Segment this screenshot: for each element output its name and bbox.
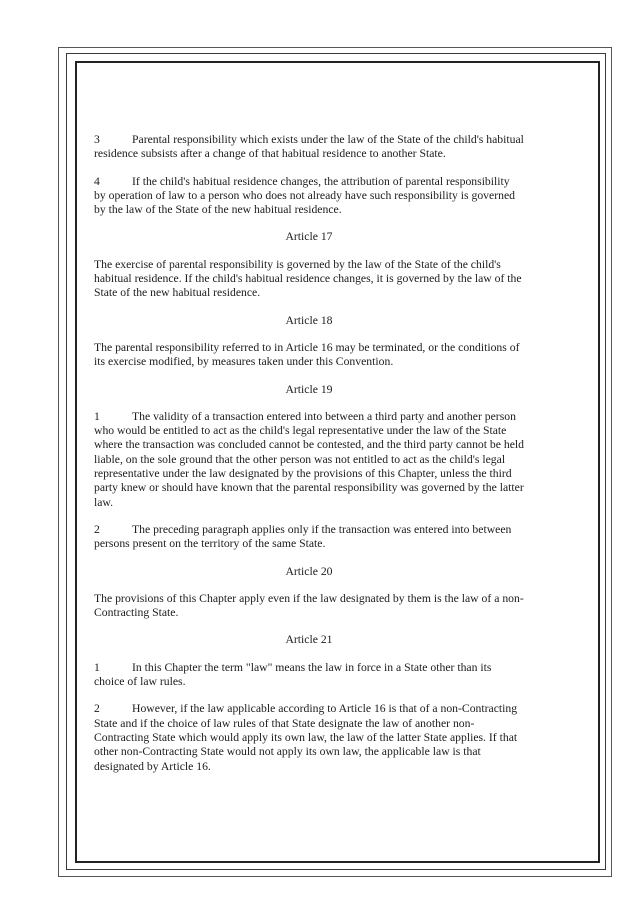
paragraph-text: In this Chapter the term "law" means the law in force in a State other than its choice of law rules.	[94, 660, 492, 689]
paragraph-text: The exercise of parental responsibility is governed by the law of the State of the child's habitual residence. If the child's habitual residence changes, it is governed by the law of the State of the new habitual residence.	[94, 257, 522, 300]
paragraph-text: The parental responsibility referred to in Article 16 may be terminated, or the conditions of its exercise modified, by measures taken under this Convention.	[94, 340, 520, 369]
paragraph	[94, 702, 524, 773]
border-rule	[58, 47, 611, 48]
paragraph	[94, 133, 524, 162]
paragraph	[94, 410, 524, 510]
article-heading: Article 18	[285, 313, 333, 327]
paragraph-text: Parental responsibility which exists under the law of the State of the child's habitual residence subsists after a change of that habitual residence to another State.	[94, 133, 524, 161]
paragraph	[94, 592, 524, 621]
paragraph-number: 3	[94, 133, 100, 146]
border-rule	[58, 47, 59, 877]
paragraph	[94, 661, 524, 690]
paragraph-text: If the child's habitual residence changes, the attribution of parental responsibility by operation of law to a person who does not already have such responsibility is governed by the law of the State of the new habitual residence.	[94, 174, 515, 217]
paragraph-text: The preceding paragraph applies only if the transaction was entered into between persons present on the territory of the same State.	[94, 522, 512, 551]
paragraph-text: The provisions of this Chapter apply even if the law designated by them is the law of a non-Contracting State.	[94, 591, 524, 620]
border-rule	[611, 47, 612, 877]
paragraph	[94, 523, 524, 552]
article-heading: Article 19	[285, 382, 333, 396]
paragraph	[94, 258, 524, 301]
paragraph-number: 2	[94, 702, 100, 716]
article-heading: Article 17	[285, 230, 333, 244]
document-body	[94, 133, 524, 787]
paragraph	[94, 175, 524, 218]
article-heading: Article 20	[285, 564, 333, 578]
paragraph	[94, 341, 524, 370]
paragraph-text: The validity of a transaction entered into between a third party and another person who would be entitled to act as the child's legal representative under the law of the State where the transaction was concluded cannot be contested, and the third party cannot be held liable, on the sole ground that the other person was not entitled to act as the child's legal representative under the law designated by the provisions of this Chapter, unless the third party knew or should have known that the parental responsibility was governed by the latter law.	[94, 409, 525, 509]
paragraph-text: However, if the law applicable according to Article 16 is that of a non-Contracting State and if the choice of law rules of that State designate the law of another non-Contracting State which would apply its own law, the law of the latter State applies. If that other non-Contracting State would not apply its own law, the applicable law is that designated by Article 16.	[94, 702, 518, 773]
paragraph-number: 4	[94, 174, 100, 188]
paragraph-number: 1	[94, 660, 100, 674]
paragraph-number: 1	[94, 409, 100, 423]
article-heading: Article 21	[285, 633, 333, 647]
border-rule	[58, 876, 611, 877]
paragraph-number: 2	[94, 522, 100, 536]
